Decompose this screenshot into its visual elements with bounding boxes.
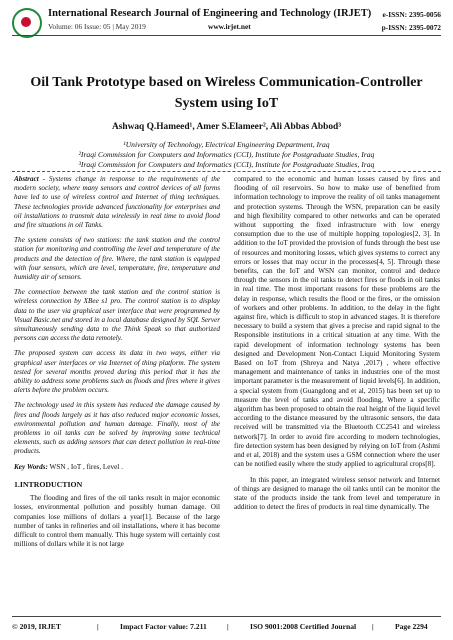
body-paragraph-1: compared to the economic and human losses caused by fires and flooding of oil reservoirs. So how to make use of benefited from information technology to improve the reality of oil tanks management and protection systems. Through the WSN, preparation can be easily and high flexibility compared to other networks and can be operated without supporting the fixed infrastructure with low energy consumption due to the use of multiple hopping topologies[2, 3]. In addition to the IoT provided the provision of funds through the best use of resources and monitoring losses, which gives systems to correct any errors or losses that may occur in the processes[4, 5]. Through these benefits, can the IoT and WSN can monitor, control and deduce through the sensors in the oil tanks to detect fires or floods in oil tanks in real time. The most important reasons for these problems are the delay in response, which results the flood or the fires, or the omission of workers and other problems. In addition, to the delay in the fight against fire, which is difficult to stop in advanced stages. It is therefore necessary to build a system that gives a precise and rapid signal to the Responsible institutions in a critical situation at any time. With the rapid development of information technology systems has been designed and Development Non-Contact Liquid Monitoring System Based on IoT from (Shreya and Natya ,2017) , where effective management and maintenance of tanks in industries one of the most important parameter is the measurement of liquid levels[6]. In addition, a special system from (Guangdong and et al, 2015) has been set up to measure the level of tanks and avoid flooding, Where a specific algorithm has been proposed to obtain the real height of the liquid level according to the distance measured by the ultrasonic sensors, the data received will be transmitted via the Bluetooth CC2541 and wireless network[7]. In order to avoid fire according to modern technologies, fire detection system has been designed by relying on IoT from (Ashmi and et al, 2018) and the system uses a GSM connection where the user can be notified easily where the study applied to agricultural crops[8].	[234, 175, 440, 469]
footer-separator: |	[372, 622, 374, 631]
left-column	[14, 175, 220, 555]
footer-separator: |	[227, 622, 229, 631]
footer-rule	[12, 616, 441, 617]
footer-page-number: Page 2294	[395, 622, 428, 631]
page-footer	[0, 616, 453, 640]
abstract-paragraph-2: The system consists of two stations: the tank station and the control station for monitoring and controlling the level and temperature of the products and the detection of fire. Where, the tank station is equipped with four sensors, which are level, temperature, fire, temperature and humidity air of sensors.	[14, 236, 220, 282]
abstract-paragraph-4: The proposed system can access its data in two ways, either via graphical user interfaces or via Internet of thing platform. The system tested for several months proved during this period that it has the ability to address some problems such as floods and fires where it gives alerts before the problem occurs.	[14, 349, 220, 395]
affiliation-3: ³Iraqi Commission for Computers and Informatics (CCI), Institute for Postgraduate Studies, Iraq	[78, 160, 375, 169]
pissn: p-ISSN: 2395-0072	[381, 23, 441, 32]
section-separator	[12, 171, 441, 172]
abstract-paragraph-5: The technology used in this system has reduced the damage caused by fires and floods largely as it has also reduced major economic losses, environmental pollution and human damage. Finally, most of the problems in oil tanks can be solved by improving some technical elements, such as adding sensors that can detect pollution in real-time products.	[14, 401, 220, 456]
keywords-label: Key Words:	[14, 462, 48, 471]
paper-title-line-2: System using IoT	[174, 96, 279, 111]
author-list: Ashwaq Q.Hameed¹, Amer S.Elameer², Ali Abbas Abbod³	[111, 122, 342, 132]
keywords	[14, 463, 220, 472]
footer-iso: ISO 9001:2008 Certified Journal	[250, 622, 357, 631]
abstract-paragraph-1	[14, 175, 220, 230]
irjet-logo	[12, 8, 42, 38]
journal-url[interactable]: www.irjet.net	[208, 22, 251, 31]
abstract-paragraph-3: The connection between the tank station and the control station is wireless connection by XBee s1 pro. The control station is to display data to the user via graphical user interface that were programmed by Visual Basic.net and stored in a local database designed by SQL Server simultaneously sending data to the Think Speak so that authorized persons can access the data remotely.	[14, 288, 220, 343]
logo-dot	[21, 17, 31, 27]
paper-title-line-1: Oil Tank Prototype based on Wireless Communication-Controller	[30, 75, 423, 90]
affiliation-1: ¹University of Technology, Electrical Engineering Department, Iraq	[123, 140, 330, 149]
journal-name: International Research Journal of Engineering and Technology (IRJET)	[48, 8, 372, 19]
right-column	[234, 175, 440, 518]
affiliation-2: ²Iraqi Commission for Computers and Informatics (CCI), Institute for Postgraduate Studies, Iraq	[78, 150, 375, 159]
intro-paragraph-1: The flooding and fires of the oil tanks result in major economic losses, environmental pollution and possibly human damage. Oil companies lose millions of dollars a year[1]. Because of the large number of tanks in refineries and oil installations, where it has become difficult to control them manually. This huge system will certainly cost millions of dollars while it is not large	[14, 494, 220, 549]
keywords-text: WSN , IoT , fires, Level .	[47, 462, 123, 471]
journal-volume: Volume: 06 Issue: 05 | May 2019	[48, 22, 146, 31]
footer-impact-factor: Impact Factor value: 7.211	[120, 622, 207, 631]
body-paragraph-2: In this paper, an integrated wireless sensor network and Internet of things are designed to manage the oil tanks until can be monitor the state of the products inside the tank from level and temperature in addition to detect the fires of products in real time dynamically. The	[234, 475, 440, 512]
eissn: e-ISSN: 2395-0056	[382, 10, 441, 19]
footer-copyright: © 2019, IRJET	[12, 622, 61, 631]
header-rule	[12, 35, 441, 36]
section-heading-introduction: 1.INTRODUCTION	[14, 479, 83, 489]
journal-header	[0, 0, 453, 68]
footer-separator: |	[97, 622, 99, 631]
abstract-label: Abstract	[14, 175, 39, 183]
abstract-text-1: - Systems change in response to the requirements of the modern society, where many sensors and control devices of all forms have led to use of wireless control and Internet of thing techniques. These technologies provide advanced functionality for enterprises and oil installations to transmit data wirelessly in real time to avoid flood and fire situations in oil Tanks.	[14, 175, 220, 230]
